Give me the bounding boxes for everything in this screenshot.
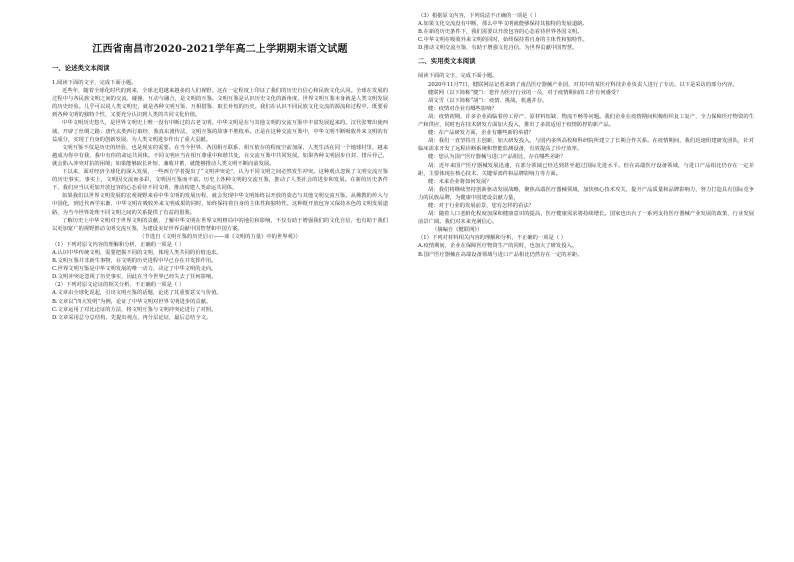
question-4-option-a: A.疫情期间，企业在保障医疗物资生产的同时，也加大了研发投入。 [418, 243, 578, 250]
passage-source: （节选自《文明互鉴的历史启示——谈《文明的力量》中的世界观》） [139, 233, 301, 240]
question-3-option-d: D.推动文明交流互鉴，有助于增强文化自信，为世界贡献中国智慧。 [418, 45, 578, 52]
interview-line-6: 健：在产品研发方面，企业有哪些新的举措？ [428, 130, 534, 137]
question-1-option-b: B.文明互鉴并非新生事物，在文明的历史进程中早已存在并发挥作用。 [52, 258, 217, 265]
question-2-option-b: B.文章以“四大发明”为例，论证了中华文明对世界文明进步的贡献。 [52, 298, 212, 305]
question-2-option-d: D.文章采用总分总结构，先提出观点，再分层论证，最后总结全文。 [52, 314, 212, 321]
question-2-option-c: C.文章运用了对比论证的方法，将文明互鉴与文明冲突论进行了对照。 [52, 306, 217, 313]
question-4: （1）下列对材料相关内容的理解和分析，不正确的一项是（ ） [418, 235, 567, 242]
question-1: （1）下列对原文内容的理解和分析，正确的一项是（ ） [52, 241, 185, 248]
passage-paragraph-4: 下以来，面对经济全球化的深入发展，一些西方学者提出了“文明冲突论”，认为不同文明之间必然发生冲突。这种观点忽视了文明交流互鉴的历史事实。事实上，文明因交流而多彩，文明因互鉴而丰富。历史上各种文明的交流互鉴，推动了人类社会的进步和发展。在新的历史条件下，我们应当以更加开放包容的心态看待不同文明，推动构建人类命运共同体。 [52, 169, 388, 192]
question-1-option-d: D.文明冲突论忽视了历史事实，因此在当今世界已经失去了任何影响。 [52, 274, 217, 281]
question-3-option-c: C.中华文明在吸收外来文明的同时，始终保持着自身的主体性和独特性。 [418, 37, 588, 44]
document-title: 江西省南昌市2020-2021学年高二上学期期末语文试题 [92, 44, 348, 55]
section-heading-2: 二、实用类文本阅读 [418, 57, 476, 66]
passage-paragraph-2: 中华文明历史悠久，是世界文明史上唯一没有中断过的古老文明。中华文明是在与其他文明的交流互鉴中丰富发展起来的。汉代张骞出使西域，开辟了丝绸之路；唐代玄奘西行取经、鉴真东渡传法，文明互鉴的故事不胜枚举。正是在这种交流互鉴中，中华文明不断吸收外来文明的有益成分，实现了自身的创新发展，为人类文明进步作出了重大贡献。 [52, 120, 388, 143]
interview-line-1: 2020年11月7日，健联网站记者来到了南昌医疗器械产业园，对其中的某医疗科技企业负责人进行了专访。以下是采访的部分内容。 [428, 81, 738, 88]
question-3-option-b: B.在新的历史条件下，我们需要以开放包容的心态看待世界各国文明。 [418, 29, 583, 36]
interview-line-4: 健：疫情对企业有哪些影响？ [428, 105, 497, 112]
interview-line-12: 健：对于行业的发展前景，您有怎样的看法？ [428, 202, 534, 209]
question-3-option-a: A.如果文化交流没有中断，那么中华文明就能够保持其独特的发展道路。 [418, 21, 588, 28]
question-1-option-c: C.世界文明互鉴是中华文明发展的唯一动力，决定了中华文明的走向。 [52, 266, 217, 273]
interview-line-8: 健：您认为国产医疗器械与进口产品相比，存在哪些差距？ [428, 154, 566, 161]
interview-source: （摘编自《健联网》） [432, 227, 483, 234]
section-instruction-1: 1.阅读下面的文字，完成下面小题。 [52, 80, 137, 86]
interview-line-9: 胡：近年来国产医疗器械发展迅速，在部分领域已经达到甚至超过国际先进水平。但在高端医疗设备领域，与进口产品相比仍存在一定差距，主要体现在核心技术、关键零部件和品牌影响力等方面。 [418, 162, 754, 177]
interview-line-3: 胡文雪（以下简称“胡”）：疫情、挑战、机遇并存。 [428, 97, 548, 104]
question-4-option-b: B.国产医疗器械在高端设备领域与进口产品相比仍然存在一定的差距。 [418, 251, 583, 258]
section-instruction-2: 阅读下面的文字，完成下面小题。 [418, 73, 498, 80]
passage-paragraph-6: 了解历史上中华文明对于世界文明的贡献，了解中华文明在世界文明格局中的地位和影响，不仅有助于增强我们的文化自信，也有助于我们以更加宽广的视野推动文明交流互鉴，为建设美好世界贡献中国智慧和中国方案。 [52, 217, 388, 232]
question-2-option-a: A.文章由全球化说起，引出文明互鉴的话题，论述了其重要意义与价值。 [52, 290, 222, 297]
left-column [52, 12, 388, 552]
passage-paragraph-1: 近些年，随着全球化时代的到来，全球走进越来越多的人们视野。这在一定程度上印证了我们的历史自信心和民族文化认同。全球在发展的过程中与各民族文明之间的交流、碰撞、互动与融合，是文明的互鉴。文明互鉴是认识历史文化的新角度，世界文明互鉴本身就是人类文明发展的历史经验。几乎可以说人类文明史，就是各种文明互鉴、互相借鉴、取长补短的历史。我们在认识不同民族文化交流的源流和过程中，既要看到各种文明的独特个性，又要充分认识到人类的共同文化价值。 [52, 88, 388, 119]
passage-paragraph-3: 文明互鉴不仅是历史的经验，也是现实的需要。在当今世界，各国相互联系、相互依存的程度空前加深，人类生活在同一个地球村里，越来越成为你中有我、我中有你的命运共同体。不同文明应当在相互尊重中和谐共处，在交流互鉴中共同发展。如果各种文明固步自封、排斥异己，就会陷入冲突对抗的困境；如果能够取长补短、兼收并蓄，就能够推动人类文明不断向前发展。 [52, 144, 388, 167]
question-2: （2）下列对原文论证的相关分析，不正确的一项是（ ） [52, 282, 185, 289]
interview-line-7: 胡：我们一直坚持自主创新，加大研发投入，与国内多所高校和科研院所建立了长期合作关系。在疫情期间，我们迅速组建研发团队，针对临床需求开发了远程诊断系统和智能监测设备，有效提高了诊疗效率。 [418, 138, 754, 153]
interview-line-10: 健：未来企业将如何发展？ [428, 178, 492, 185]
interview-line-11: 胡：我们将继续坚持创新驱动发展战略，聚焦高端医疗器械领域，加快核心技术攻关，提升产品质量和品牌影响力，努力打造具有国际竞争力的民族品牌，为健康中国建设贡献力量。 [418, 186, 754, 201]
question-1-option-a: A.认识中华传统文明，需要把握不同的文明，体现人类共同的价值追求。 [52, 249, 222, 256]
right-column [418, 12, 754, 552]
passage-paragraph-5: 如果我们以世界文明发展的宏观视野来看中华文明的发展历程，就会发现中华文明始终以开放的姿态与其他文明交流互鉴。从佛教的传入与中国化，到近代西学东渐，中华文明在吸收外来文明成果的同时，始终保持着自身的主体性和独特性。这种既开放包容又保持本色的文明发展道路，为当今世界处理不同文明之间的关系提供了有益的借鉴。 [52, 193, 388, 216]
interview-line-2: 健联网（以下简称“健”）：您作为医疗行业的一员，对于疫情期间的工作有何感受？ [428, 89, 622, 96]
interview-line-13: 胡：随着人口老龄化程度加深和健康意识的提高，医疗健康需求将持续增长。国家也出台了一系列支持医疗器械产业发展的政策，行业发展前景广阔。我们对未来充满信心。 [418, 211, 754, 226]
question-3: （3）根据原文内容，下列说法不正确的一项是（ ） [418, 13, 540, 19]
section-heading-1: 一、论述类文本阅读 [52, 64, 110, 72]
interview-line-5: 胡：疫情初期，许多企业面临着停工停产、原材料短缺、物流不畅等问题。我们企业在疫情期间积极组织复工复产，全力保障医疗物资的生产和供应，同时也在技术研发方面加大投入，推出了多款适用于疫情防控的新产品。 [418, 113, 754, 129]
